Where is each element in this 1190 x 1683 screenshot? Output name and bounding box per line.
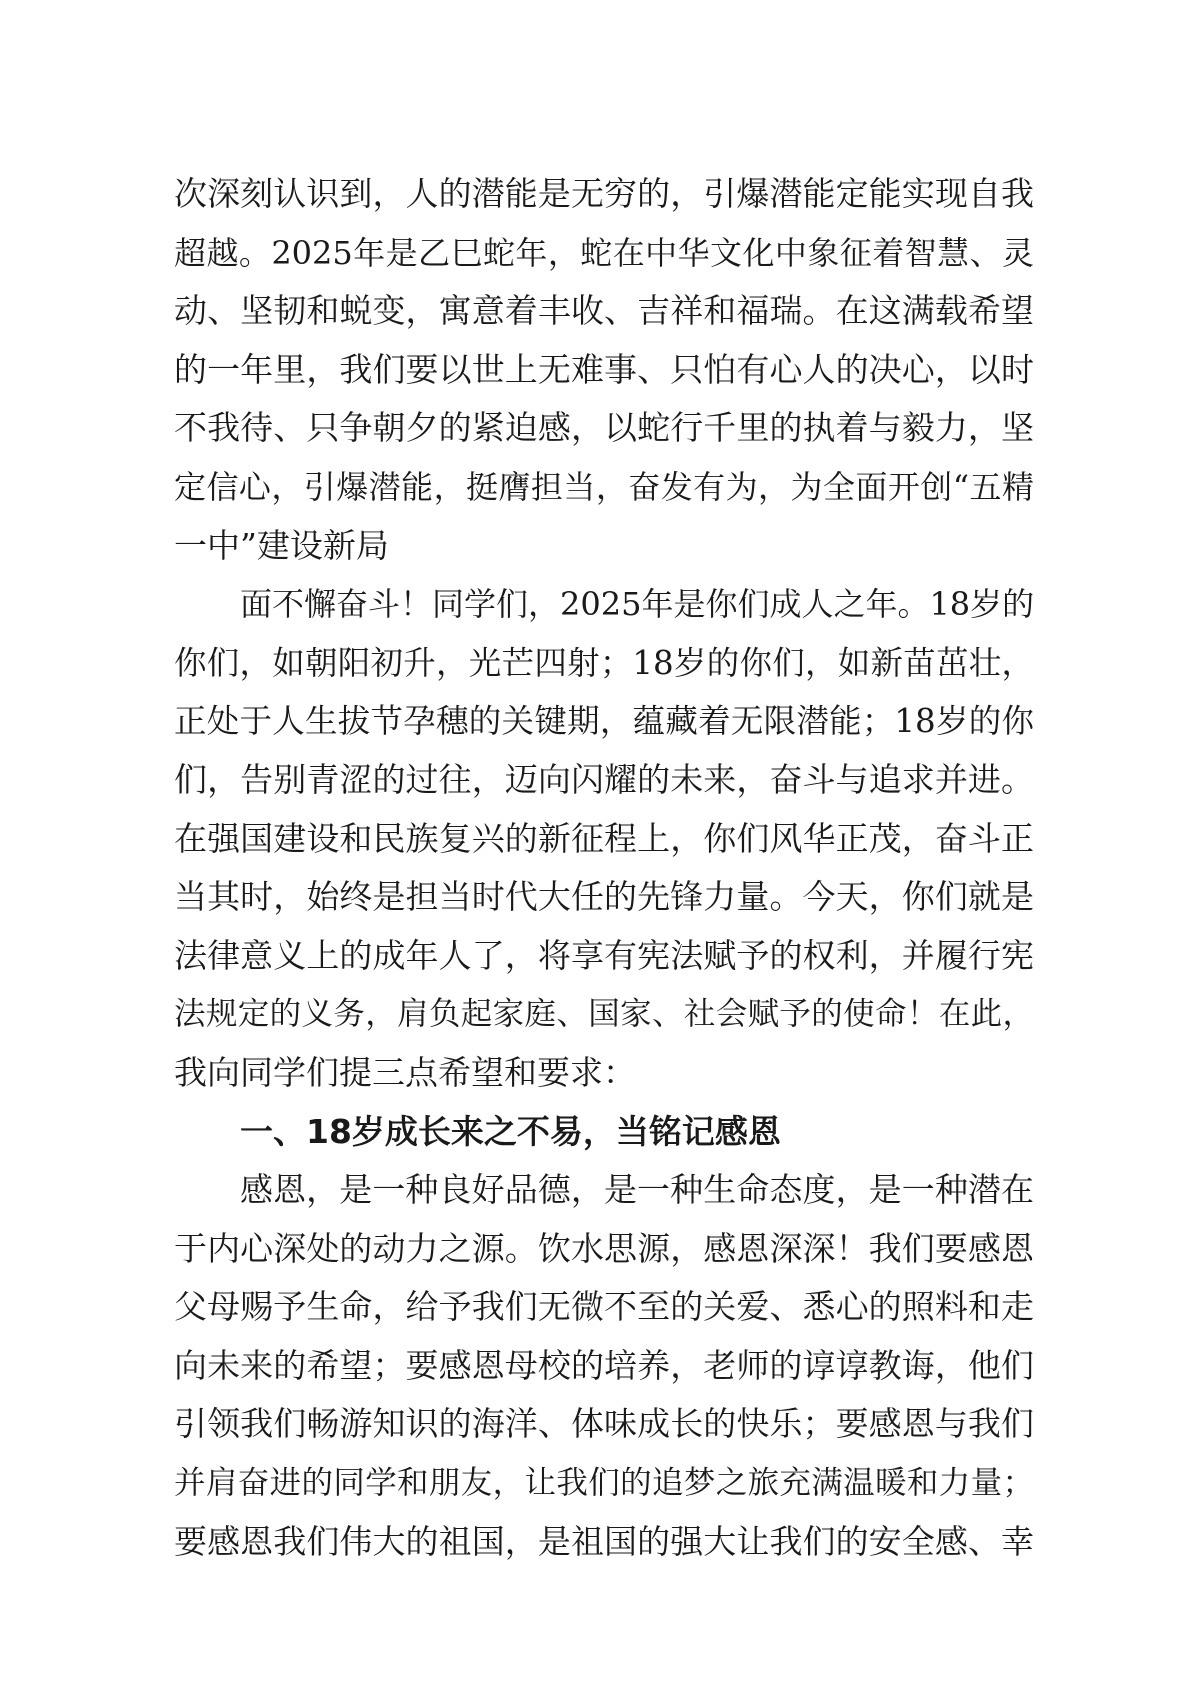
text-line: 向未来的希望；要感恩母校的培养，老师的谆谆教诲，他们 — [174, 1345, 1034, 1385]
text-line: 引领我们畅游知识的海洋、体味成长的快乐；要感恩与我们 — [174, 1404, 1034, 1444]
body-text — [174, 165, 1034, 1571]
text-line: 法规定的义务，肩负起家庭、国家、社会赋予的使命！在此， — [174, 996, 1034, 1033]
text-line: 们，告别青涩的过往，迈向闪耀的未来，奋斗与追求并进。 — [174, 759, 1034, 799]
text-line: 要感恩我们伟大的祖国，是祖国的强大让我们的安全感、幸 — [174, 1521, 1034, 1561]
text-line: 我向同学们提三点希望和要求： — [174, 1052, 636, 1092]
text-line: 当其时，始终是担当时代大任的先锋力量。今天，你们就是 — [174, 877, 1034, 917]
text-line: 感恩，是一种良好品德，是一种生命态度，是一种潜在 — [240, 1170, 1034, 1210]
text-line: 在强国建设和民族复兴的新征程上，你们风华正茂，奋斗正 — [174, 818, 1034, 858]
text-line: 你们，如朝阳初升，光芒四射；18岁的你们，如新苗茁壮， — [174, 643, 1034, 682]
text-line: 定信心，引爆潜能，挺膺担当，奋发有为，为全面开创“五精 — [174, 467, 1034, 506]
text-line: 并肩奋进的同学和朋友，让我们的追梦之旅充满温暖和力量； — [174, 1465, 1034, 1502]
section-heading: 一、18岁成长来之不易，当铭记感恩 — [240, 1111, 781, 1151]
text-line: 不我待、只争朝夕的紧迫感，以蛇行千里的执着与毅力，坚 — [174, 408, 1034, 448]
text-line: 父母赐予生命，给予我们无微不至的关爱、悉心的照料和走 — [174, 1287, 1034, 1327]
text-line: 面不懈奋斗！同学们，2025年是你们成人之年。18岁的 — [240, 585, 1035, 624]
text-line: 正处于人生拔节孕穗的关键期，蕴藏着无限潜能；18岁的你 — [174, 702, 1034, 741]
text-line: 的一年里，我们要以世上无难事、只怕有心人的决心，以时 — [174, 349, 1034, 389]
text-line: 超越。2025年是乙巳蛇年，蛇在中华文化中象征着智慧、灵 — [174, 233, 1034, 272]
text-line: 于内心深处的动力之源。饮水思源，感恩深深！我们要感恩 — [174, 1228, 1034, 1268]
text-line: 一中”建设新局 — [174, 525, 389, 565]
text-line: 次深刻认识到，人的潜能是无穷的，引爆潜能定能实现自我 — [174, 174, 1034, 213]
text-line: 动、坚韧和蜕变，寓意着丰收、吉祥和福瑞。在这满载希望 — [174, 291, 1034, 331]
text-line: 法律意义上的成年人了，将享有宪法赋予的权利，并履行宪 — [174, 935, 1034, 975]
